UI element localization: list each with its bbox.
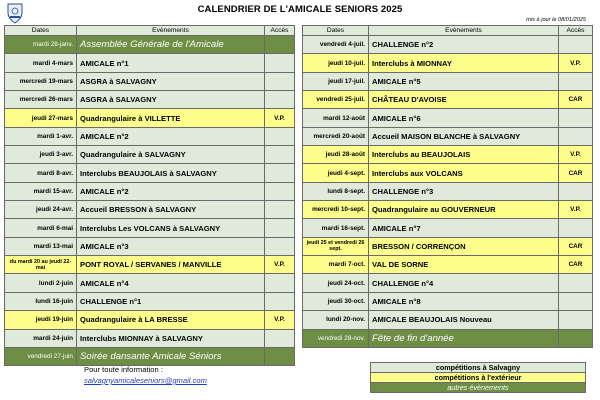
event-name: CHALLENGE n°2: [369, 36, 559, 54]
event-access: [265, 237, 295, 255]
table-row: [303, 219, 593, 237]
header-access: Accès: [559, 26, 593, 36]
event-date: mercredi 10-sept.: [303, 201, 369, 219]
event-name: Quadrangulaire au GOUVERNEUR: [369, 201, 559, 219]
table-row: [5, 347, 295, 365]
event-access: [265, 292, 295, 310]
event-access: [265, 274, 295, 292]
event-name: CHALLENGE n°3: [369, 182, 559, 200]
event-date: jeudi 24-avr.: [5, 201, 77, 219]
table-row: [303, 91, 593, 109]
event-name: ASGRA à SALVAGNY: [77, 91, 265, 109]
table-row: [5, 292, 295, 310]
legend-home: compétitions à Salvagny: [370, 362, 586, 373]
event-name: AMICALE BEAUJOLAIS Nouveau: [369, 311, 559, 329]
event-name: Interclubs MIONNAY à SALVAGNY: [77, 329, 265, 347]
table-row: [5, 36, 295, 54]
table-header: [5, 26, 295, 36]
event-date: vendredi 4-juil.: [303, 36, 369, 54]
event-access: CAR: [559, 164, 593, 182]
table-row: [303, 274, 593, 292]
table-row: [5, 54, 295, 72]
header-events: Evènements: [369, 26, 559, 36]
table-row: [303, 329, 593, 347]
table-row: [303, 292, 593, 310]
event-access: [559, 127, 593, 145]
event-date: mardi 12-août: [303, 109, 369, 127]
event-access: [265, 146, 295, 164]
event-name: AMICALE n°3: [77, 237, 265, 255]
table-row: [5, 256, 295, 274]
table-row: [303, 237, 593, 255]
event-name: AMICALE n°1: [77, 54, 265, 72]
event-access: CAR: [559, 256, 593, 274]
table-row: [5, 274, 295, 292]
legend-exterior: compétitions à l'extérieur: [370, 372, 586, 383]
event-access: [559, 329, 593, 347]
header-dates: Dates: [5, 26, 77, 36]
event-name: Soirée dansante Amicale Séniors: [77, 347, 265, 365]
event-name: Interclubs à MIONNAY: [369, 54, 559, 72]
event-date: lundi 2-juin: [5, 274, 77, 292]
event-date: vendredi 25-juil.: [303, 91, 369, 109]
calendar-table-right: [302, 25, 593, 348]
legend: [370, 363, 586, 393]
event-access: [265, 201, 295, 219]
event-access: [559, 109, 593, 127]
event-date: mercredi 20-août: [303, 127, 369, 145]
event-name: Accueil MAISON BLANCHE à SALVAGNY: [369, 127, 559, 145]
event-name: Fête de fin d'année: [369, 329, 559, 347]
event-access: [265, 219, 295, 237]
event-access: [265, 182, 295, 200]
event-date: mardi 1-avr.: [5, 127, 77, 145]
event-access: [265, 127, 295, 145]
table-row: [5, 164, 295, 182]
event-date: mardi 6-mai: [5, 219, 77, 237]
table-row: [303, 72, 593, 90]
table-row: [303, 164, 593, 182]
table-row: [5, 329, 295, 347]
event-date: jeudi 17-juil.: [303, 72, 369, 90]
header-access: Accès: [265, 26, 295, 36]
table-row: [5, 237, 295, 255]
table-header: [303, 26, 593, 36]
table-row: [303, 36, 593, 54]
event-date: jeudi 27-mars: [5, 109, 77, 127]
event-name: AMICALE n°2: [77, 127, 265, 145]
page-title: CALENDRIER DE L'AMICALE SENIORS 2025: [197, 4, 403, 15]
event-access: CAR: [559, 237, 593, 255]
contact-email-link[interactable]: salvagnyamicaleseniors@gmail.com: [84, 376, 207, 385]
event-access: [265, 36, 295, 54]
table-row: [303, 109, 593, 127]
event-name: Assemblée Générale de l'Amicale: [77, 36, 265, 54]
event-date: lundi 16-juin: [5, 292, 77, 310]
event-name: ASGRA à SALVAGNY: [77, 72, 265, 90]
event-name: AMICALE n°6: [369, 109, 559, 127]
table-row: [303, 54, 593, 72]
event-name: Interclubs au BEAUJOLAIS: [369, 146, 559, 164]
event-date: vendredi 27-juin: [5, 347, 77, 365]
event-date: mardi 7-oct.: [303, 256, 369, 274]
event-access: [265, 91, 295, 109]
event-date: mardi 13-mai: [5, 237, 77, 255]
event-name: Accueil BRESSON à SALVAGNY: [77, 201, 265, 219]
contact-intro: Pour toute information :: [84, 365, 163, 374]
event-access: V.P.: [559, 54, 593, 72]
table-row: [5, 146, 295, 164]
event-date: du mardi 20 au jeudi 22-mai: [5, 256, 77, 274]
event-access: [265, 347, 295, 365]
event-name: CHÂTEAU D'AVOISE: [369, 91, 559, 109]
event-access: V.P.: [265, 311, 295, 329]
event-name: AMICALE n°5: [369, 72, 559, 90]
header-events: Evènements: [77, 26, 265, 36]
event-date: mercredi 19-mars: [5, 72, 77, 90]
event-access: [265, 54, 295, 72]
event-access: [559, 36, 593, 54]
calendar-table-left: [4, 25, 295, 366]
event-date: mardi 28-janv.: [5, 36, 77, 54]
event-access: V.P.: [559, 146, 593, 164]
event-access: [559, 311, 593, 329]
header-dates: Dates: [303, 26, 369, 36]
table-row: [303, 146, 593, 164]
event-name: Quadrangulaire à LA BRESSE: [77, 311, 265, 329]
table-row: [303, 127, 593, 145]
table-row: [5, 201, 295, 219]
event-name: VAL DE SORNE: [369, 256, 559, 274]
event-access: CAR: [559, 91, 593, 109]
table-row: [303, 256, 593, 274]
event-date: jeudi 25 et vendredi 26 sept.: [303, 237, 369, 255]
event-name: AMICALE n°4: [77, 274, 265, 292]
event-name: AMICALE n°2: [77, 182, 265, 200]
event-name: CHALLENGE n°1: [77, 292, 265, 310]
event-access: V.P.: [265, 256, 295, 274]
event-date: jeudi 10-juil.: [303, 54, 369, 72]
event-access: V.P.: [265, 109, 295, 127]
event-date: jeudi 19-juin: [5, 311, 77, 329]
event-access: V.P.: [559, 201, 593, 219]
event-access: [265, 329, 295, 347]
contact-block: [84, 364, 207, 386]
event-access: [559, 219, 593, 237]
event-name: Interclubs Les VOLCANS à SALVAGNY: [77, 219, 265, 237]
event-date: mardi 16-sept.: [303, 219, 369, 237]
table-row: [5, 127, 295, 145]
table-row: [303, 182, 593, 200]
event-date: mardi 24-juin: [5, 329, 77, 347]
legend-other: autres évènements: [370, 382, 586, 393]
table-row: [5, 182, 295, 200]
update-date: mis à jour le 08/01/2025: [526, 17, 586, 23]
table-row: [303, 201, 593, 219]
event-date: mercredi 26-mars: [5, 91, 77, 109]
event-date: jeudi 24-oct.: [303, 274, 369, 292]
table-row: [303, 311, 593, 329]
event-name: CHALLENGE n°4: [369, 274, 559, 292]
event-date: mardi 4-mars: [5, 54, 77, 72]
event-access: [559, 274, 593, 292]
event-name: Quadrangulaire à VILLETTE: [77, 109, 265, 127]
event-name: AMICALE n°7: [369, 219, 559, 237]
table-row: [5, 219, 295, 237]
event-date: jeudi 4-sept.: [303, 164, 369, 182]
event-date: jeudi 28-août: [303, 146, 369, 164]
calendar-rows-left: [5, 36, 295, 366]
event-access: [559, 72, 593, 90]
calendar-rows-right: [303, 36, 593, 348]
table-row: [5, 311, 295, 329]
event-name: Interclubs BEAUJOLAIS à SALVAGNY: [77, 164, 265, 182]
event-access: [559, 292, 593, 310]
table-row: [5, 109, 295, 127]
event-name: AMICALE n°8: [369, 292, 559, 310]
event-date: lundi 20-nov.: [303, 311, 369, 329]
event-date: mardi 15-avr.: [5, 182, 77, 200]
event-date: lundi 8-sept.: [303, 182, 369, 200]
event-date: jeudi 30-oct.: [303, 292, 369, 310]
event-access: [265, 72, 295, 90]
event-access: [559, 182, 593, 200]
table-row: [5, 91, 295, 109]
event-access: [265, 164, 295, 182]
event-date: vendredi 28-nov.: [303, 329, 369, 347]
event-name: Interclubs aux VOLCANS: [369, 164, 559, 182]
event-date: mardi 8-avr.: [5, 164, 77, 182]
event-name: PONT ROYAL / SERVANES / MANVILLE: [77, 256, 265, 274]
event-name: Quadrangulaire à SALVAGNY: [77, 146, 265, 164]
event-date: jeudi 3-avr.: [5, 146, 77, 164]
table-row: [5, 72, 295, 90]
event-name: BRESSON / CORRENÇON: [369, 237, 559, 255]
